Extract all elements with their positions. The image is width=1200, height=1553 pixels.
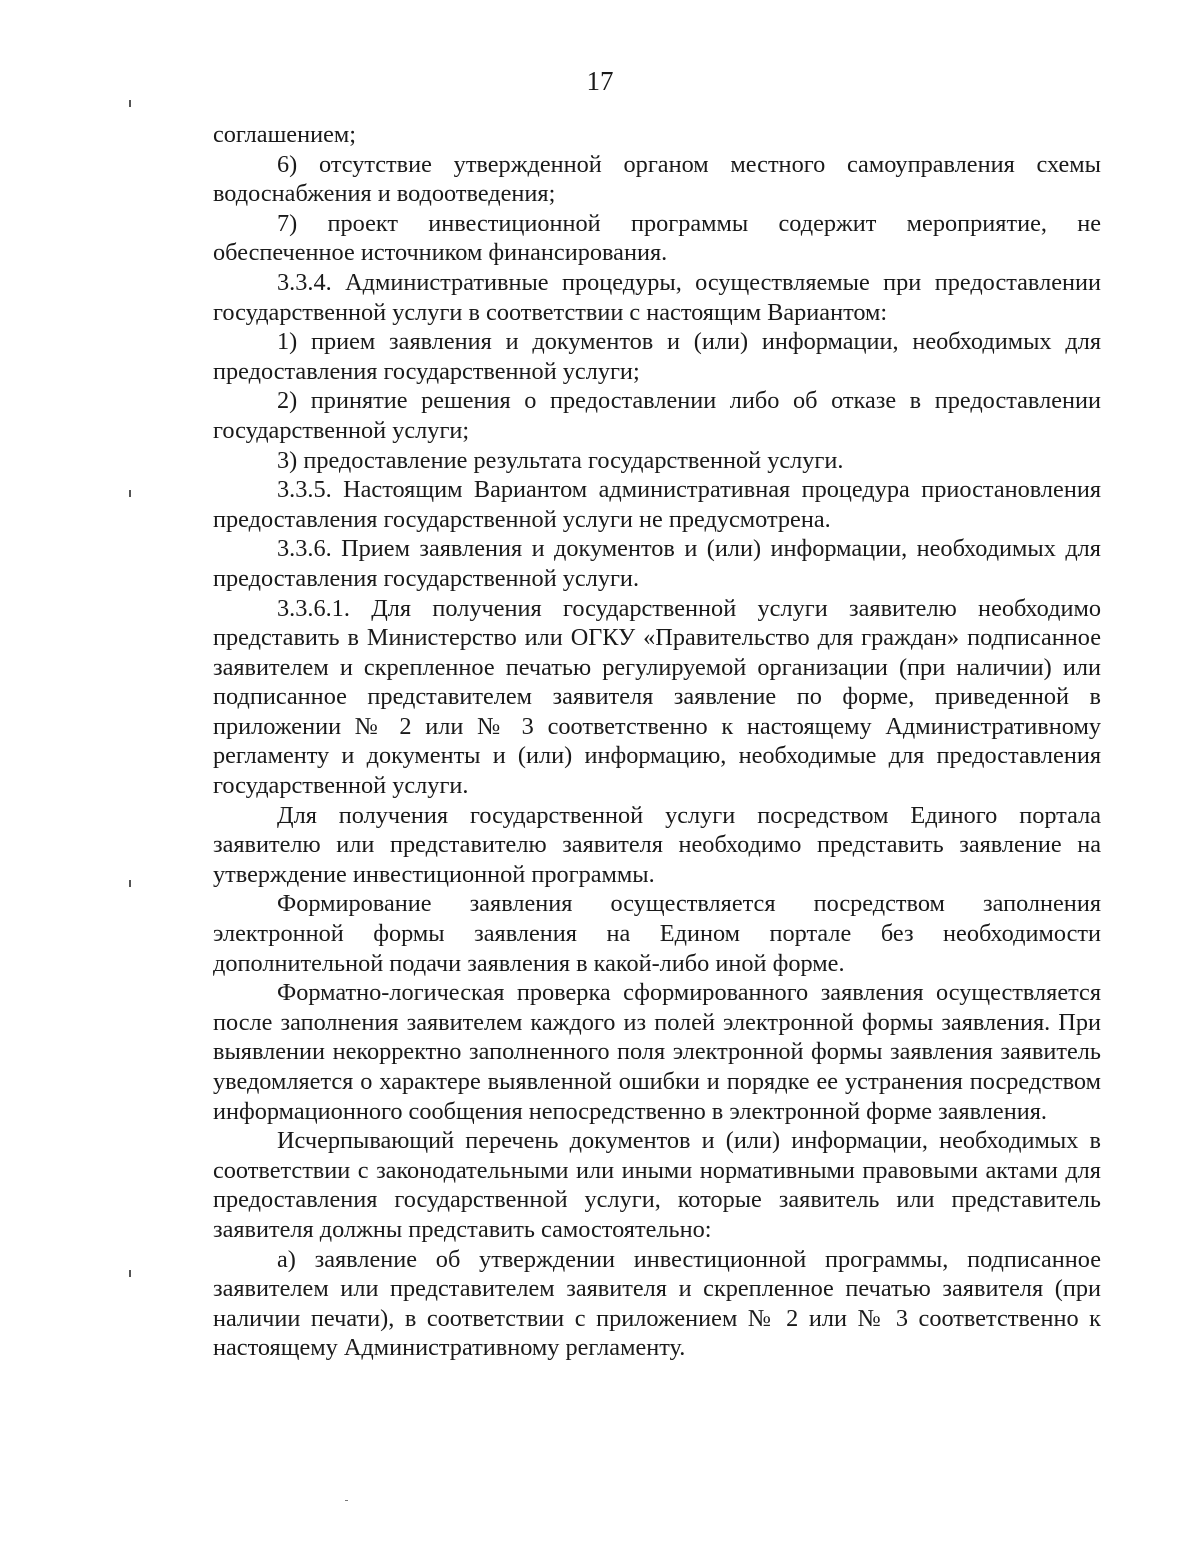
list-item-a: а) заявление об утверждении инвестиционной программы, подписанное заявителем или представителем заявителя и скрепленное печатью заявителя (при наличии печати), в соответствии с приложением № 2 или № 3 соответственно к настоящему Административному регламенту. [213, 1245, 1101, 1362]
list-item-6: 6) отсутствие утвержденной органом местного самоуправления схемы водоснабжения и водоотведения; [213, 150, 1101, 208]
paragraph-form-filling: Формирование заявления осуществляется посредством заполнения электронной формы заявления на Едином портале без необходимости дополнительной подачи заявления в какой-либо иной форме. [213, 890, 1101, 977]
paragraph-format-check: Форматно-логическая проверка сформированного заявления осуществляется после заполнения заявителем каждого из полей электронной формы заявления. При выявлении некорректно заполненного поля электронной формы заявления заявитель уведомляется о характере выявленной ошибки и порядке ее устранения посредством информационного сообщения непосредственно в электронной форме заявления. [213, 979, 1101, 1125]
page-number: 17 [586, 66, 614, 96]
document-body [213, 120, 1101, 1363]
section-3-3-6-1: 3.3.6.1. Для получения государственной услуги заявителю необходимо представить в Министерство или ОГКУ «Правительство для граждан» подписанное заявителем и скрепленное печатью регулируемой организации (при наличии) или подписанное представителем заявителя заявление по форме, приведенной в приложении № 2 или № 3 соответственно к настоящему Административному регламенту и документы и (или) информацию, необходимые для предоставления государственной услуги. [213, 594, 1101, 800]
procedure-item-3: 3) предоставление результата государственной услуги. [277, 446, 844, 474]
scan-mark [129, 880, 131, 887]
procedure-item-1: 1) прием заявления и документов и (или) информации, необходимых для предоставления государственной услуги; [213, 328, 1101, 385]
section-3-3-6: 3.3.6. Прием заявления и документов и (или) информации, необходимых для предоставления государственной услуги. [213, 535, 1101, 592]
paragraph-continuation: соглашением; [213, 121, 356, 148]
procedure-item-2: 2) принятие решения о предоставлении либо об отказе в предоставлении государственной услуги; [213, 387, 1101, 444]
paragraph-document-list: Исчерпывающий перечень документов и (или) информации, необходимых в соответствии с законодательными или иными нормативными правовыми актами для предоставления государственной услуги, которые заявитель или представитель заявителя должны представить самостоятельно: [213, 1127, 1101, 1243]
list-item-7: 7) проект инвестиционной программы содержит мероприятие, не обеспеченное источником финансирования. [213, 209, 1101, 267]
scan-mark [129, 1270, 131, 1277]
paragraph-unified-portal: Для получения государственной услуги посредством Единого портала заявителю или представителю заявителя необходимо представить заявление на утверждение инвестиционной программы. [213, 801, 1101, 888]
section-3-3-4: 3.3.4. Административные процедуры, осуществляемые при предоставлении государственной услуги в соответствии с настоящим Вариантом: [213, 268, 1101, 326]
scan-mark [129, 490, 131, 497]
scan-mark [129, 100, 131, 107]
section-3-3-5: 3.3.5. Настоящим Вариантом административная процедура приостановления предоставления государственной услуги не предусмотрена. [213, 476, 1101, 533]
scan-mark [345, 1500, 348, 1501]
